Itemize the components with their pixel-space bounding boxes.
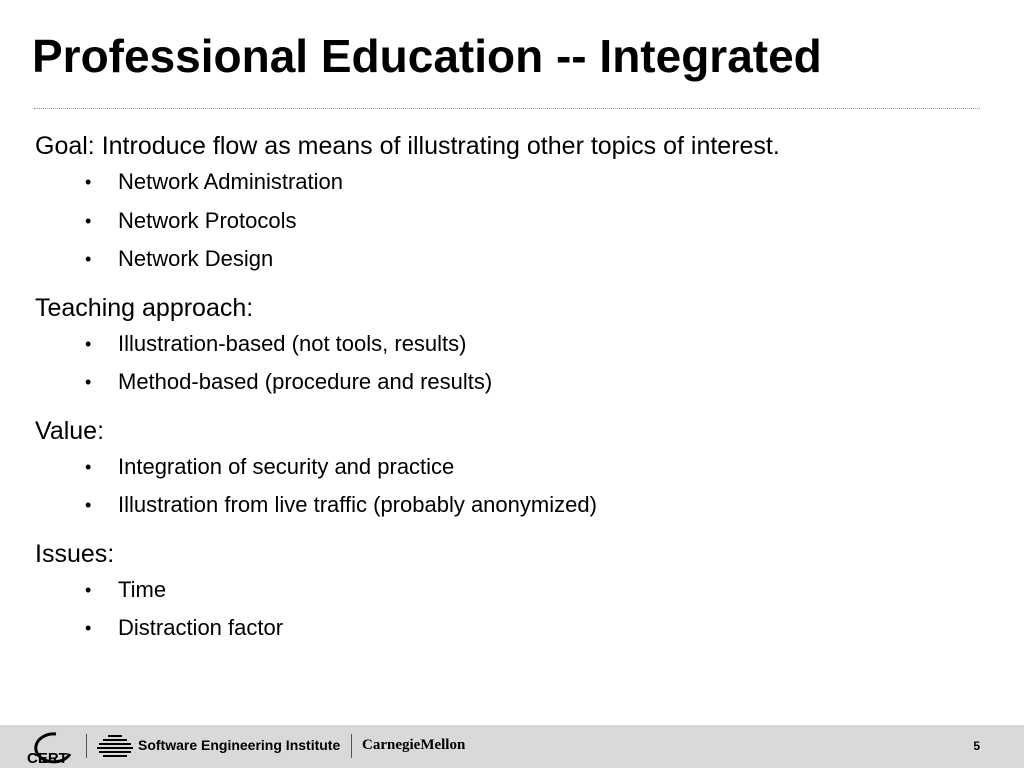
cert-logo-text: CERT (27, 750, 68, 766)
section-value (35, 414, 985, 525)
list-item-text: Method-based (procedure and results) (118, 369, 493, 394)
section-heading: Issues: (35, 539, 115, 568)
list-item (35, 202, 985, 241)
section-teaching-approach (35, 291, 985, 402)
section-issues (35, 537, 985, 648)
section-heading: Value: (35, 416, 105, 445)
list-item (35, 486, 985, 525)
list-item (35, 448, 985, 487)
section-heading: Goal: Introduce flow as means of illustrating other topics of interest. (35, 132, 780, 160)
list-item (35, 325, 985, 364)
bullet-icon: • (85, 372, 92, 392)
section-heading: Teaching approach: (35, 293, 254, 322)
bullet-icon: • (85, 495, 92, 515)
bullet-list (35, 571, 985, 648)
bullet-list (35, 448, 985, 525)
list-item-text: Illustration from live traffic (probably anonymized) (118, 492, 597, 517)
bullet-icon: • (85, 172, 92, 192)
sei-logo-icon (96, 734, 134, 760)
bullet-icon: • (85, 210, 92, 231)
bullet-icon: • (85, 618, 92, 638)
list-item (35, 240, 985, 279)
list-item-text: Illustration-based (not tools, results) (118, 330, 467, 356)
bullet-icon: • (85, 249, 92, 269)
list-item-text: Time (118, 576, 167, 602)
slide-footer (0, 725, 1024, 768)
list-item (35, 363, 985, 402)
list-item-text: Integration of security and practice (118, 453, 455, 479)
slide-title: Professional Education -- Integrated (32, 30, 822, 82)
list-item (35, 163, 985, 202)
footer-divider (351, 734, 352, 758)
list-item-text: Distraction factor (118, 615, 284, 640)
bullet-icon: • (85, 579, 92, 600)
bullet-icon: • (85, 333, 92, 354)
section-goal (35, 129, 985, 279)
list-item-text: Network Design (118, 246, 274, 271)
list-item-text: Network Administration (118, 169, 343, 194)
slide-content (35, 129, 985, 660)
title-divider (34, 108, 980, 109)
list-item-text: Network Protocols (118, 207, 297, 233)
list-item (35, 609, 985, 648)
cert-logo-icon (26, 728, 76, 766)
bullet-icon: • (85, 456, 92, 477)
bullet-list (35, 163, 985, 279)
page-number: 5 (973, 739, 980, 753)
list-item (35, 571, 985, 610)
bullet-list (35, 325, 985, 402)
institute-name: Software Engineering Institute (138, 737, 341, 753)
footer-divider (86, 734, 87, 758)
university-name: CarnegieMellon (362, 737, 466, 753)
